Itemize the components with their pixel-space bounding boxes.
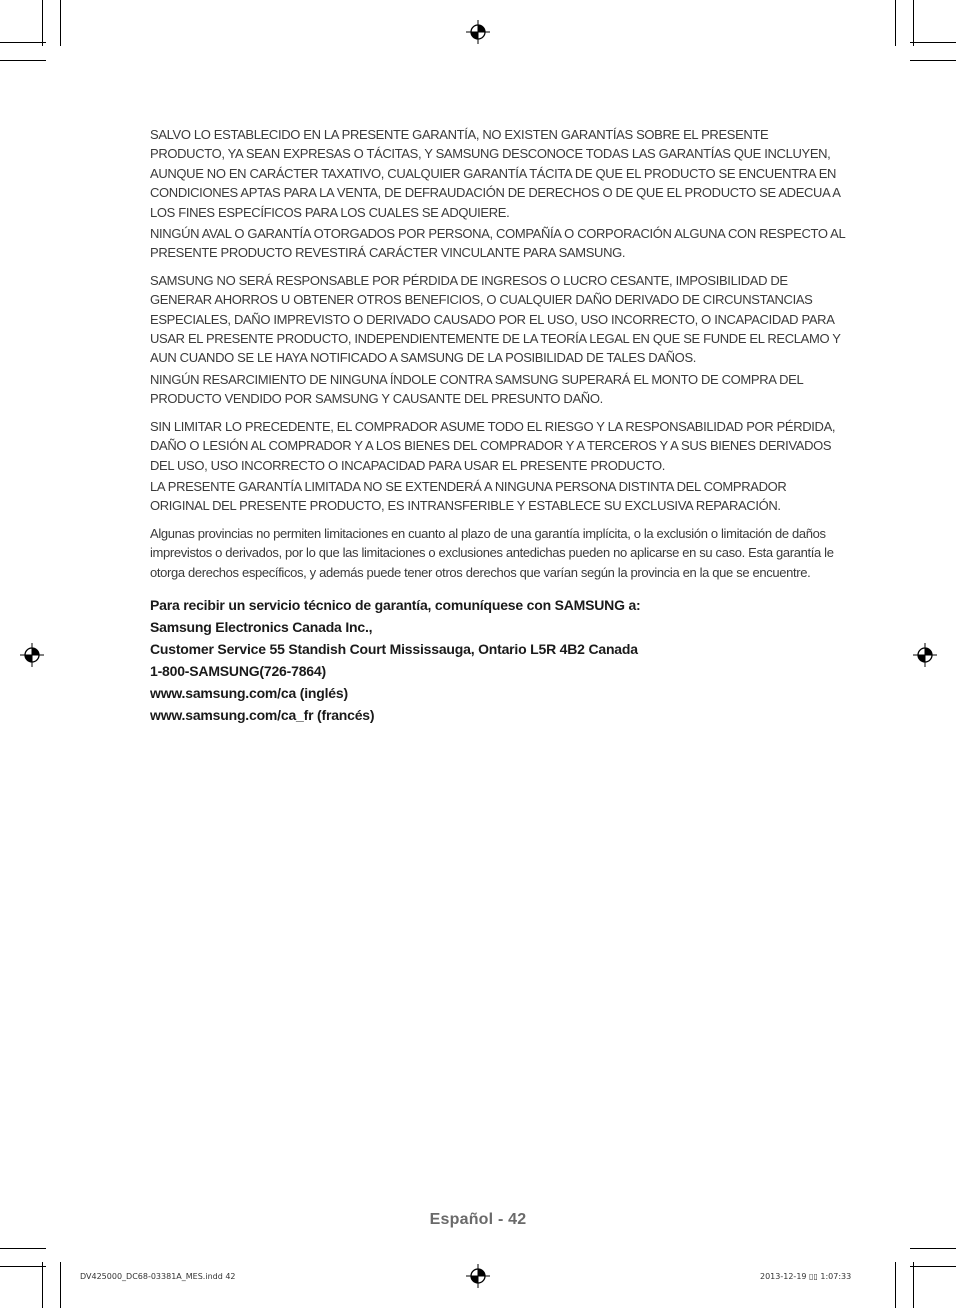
page-number: Español - 42 xyxy=(429,1211,527,1228)
disclaimer-paragraph: NINGÚN RESARCIMIENTO DE NINGUNA ÍNDOLE CONTRA SAMSUNG SUPERARÁ EL MONTO DE COMPRA DEL PRODUCTO VENDIDO POR SAMSUNG Y CAUSANTE DEL PRESUNTO DAÑO. xyxy=(150,371,803,407)
registration-mark-icon xyxy=(20,643,44,667)
contact-address: Customer Service 55 Standish Court Mississauga, Ontario L5R 4B2 Canada xyxy=(150,640,638,657)
provincial-rights-paragraph: Algunas provincias no permiten limitaciones en cuanto al plazo de una garantía implícita, o la exclusión o limitación de daños imprevistos o derivados, por lo que las limitaciones o exclusiones antedichas pueden no aplicarse en su caso. Esta garantía le otorga derechos específicos, y además puede tener otros derechos que varían según la provincia en la que se encuentre. xyxy=(150,525,834,580)
contact-company: Samsung Electronics Canada Inc., xyxy=(150,618,373,635)
contact-heading: Para recibir un servicio técnico de garantía, comuníquese con SAMSUNG a: xyxy=(150,596,641,613)
registration-mark-icon xyxy=(466,1264,490,1288)
contact-phone: 1-800-SAMSUNG(726-7864) xyxy=(150,662,326,679)
contact-web-french: www.samsung.com/ca_fr (francés) xyxy=(150,706,375,723)
disclaimer-paragraph: SAMSUNG NO SERÁ RESPONSABLE POR PÉRDIDA DE INGRESOS O LUCRO CESANTE, IMPOSIBILIDAD DE GENERAR AHORROS U OBTENER OTROS BENEFICIOS, O CUALQUIER DAÑO DERIVADO DE CIRCUNSTANCIAS ESPECIALES, DAÑO IMPREVISTO O DERIVADO CAUSADO POR EL USO, USO INCORRECTO, O INCAPACIDAD PARA USAR EL PRESENTE PRODUCTO, INDEPENDIENTEMENTE DE LA TEORÍA LEGAL EN QUE SE FUNDE EL RECLAMO Y AUN CUANDO SE LE HAYA NOTIFICADO A SAMSUNG DE LA POSIBILIDAD DE TALES DAÑOS. xyxy=(150,272,841,366)
print-slug-file: DV425000_DC68-03381A_MES.indd 42 xyxy=(80,1272,236,1281)
registration-mark-icon xyxy=(466,20,490,44)
disclaimer-paragraph: SALVO LO ESTABLECIDO EN LA PRESENTE GARANTÍA, NO EXISTEN GARANTÍAS SOBRE EL PRESENTE PRODUCTO, YA SEAN EXPRESAS O TÁCITAS, Y SAMSUNG DESCONOCE TODAS LAS GARANTÍAS QUE INCLUYEN, AUNQUE NO EN CARÁCTER TAXATIVO, CUALQUIER GARANTÍA TÁCITA DE QUE EL PRODUCTO SE ENCUENTRA EN CONDICIONES APTAS PARA LA VENTA, DE DEFRAUDACIÓN DE DERECHOS O DE QUE EL PRODUCTO SE ADECUA A LOS FINES ESPECÍFICOS PARA LOS CUALES SE ADQUIERE. xyxy=(150,127,840,220)
registration-mark-icon xyxy=(913,643,937,667)
disclaimer-paragraph: SIN LIMITAR LO PRECEDENTE, EL COMPRADOR ASUME TODO EL RIESGO Y LA RESPONSABILIDAD POR PÉRDIDA, DAÑO O LESIÓN AL COMPRADOR Y A LOS BIENES DEL COMPRADOR Y A TERCEROS Y A SUS BIENES DERIVADOS DEL USO, USO INCORRECTO O INCAPACIDAD PARA USAR EL PRESENTE PRODUCTO. xyxy=(150,418,836,473)
service-contact-block xyxy=(150,594,846,726)
print-slug-date: 2013-12-19 ▯▯ 1:07:33 xyxy=(760,1272,852,1281)
contact-web-english: www.samsung.com/ca (inglés) xyxy=(150,684,348,701)
warranty-text-block xyxy=(150,125,846,726)
disclaimer-paragraph: NINGÚN AVAL O GARANTÍA OTORGADOS POR PERSONA, COMPAÑÍA O CORPORACIÓN ALGUNA CON RESPECTO AL PRESENTE PRODUCTO REVESTIRÁ CARÁCTER VINCULANTE PARA SAMSUNG. xyxy=(150,226,845,261)
disclaimer-paragraph: LA PRESENTE GARANTÍA LIMITADA NO SE EXTENDERÁ A NINGUNA PERSONA DISTINTA DEL COMPRADOR ORIGINAL DEL PRESENTE PRODUCTO, ES INTRANSFERIBLE Y ESTABLECE SU EXCLUSIVA REPARACIÓN. xyxy=(150,478,787,514)
